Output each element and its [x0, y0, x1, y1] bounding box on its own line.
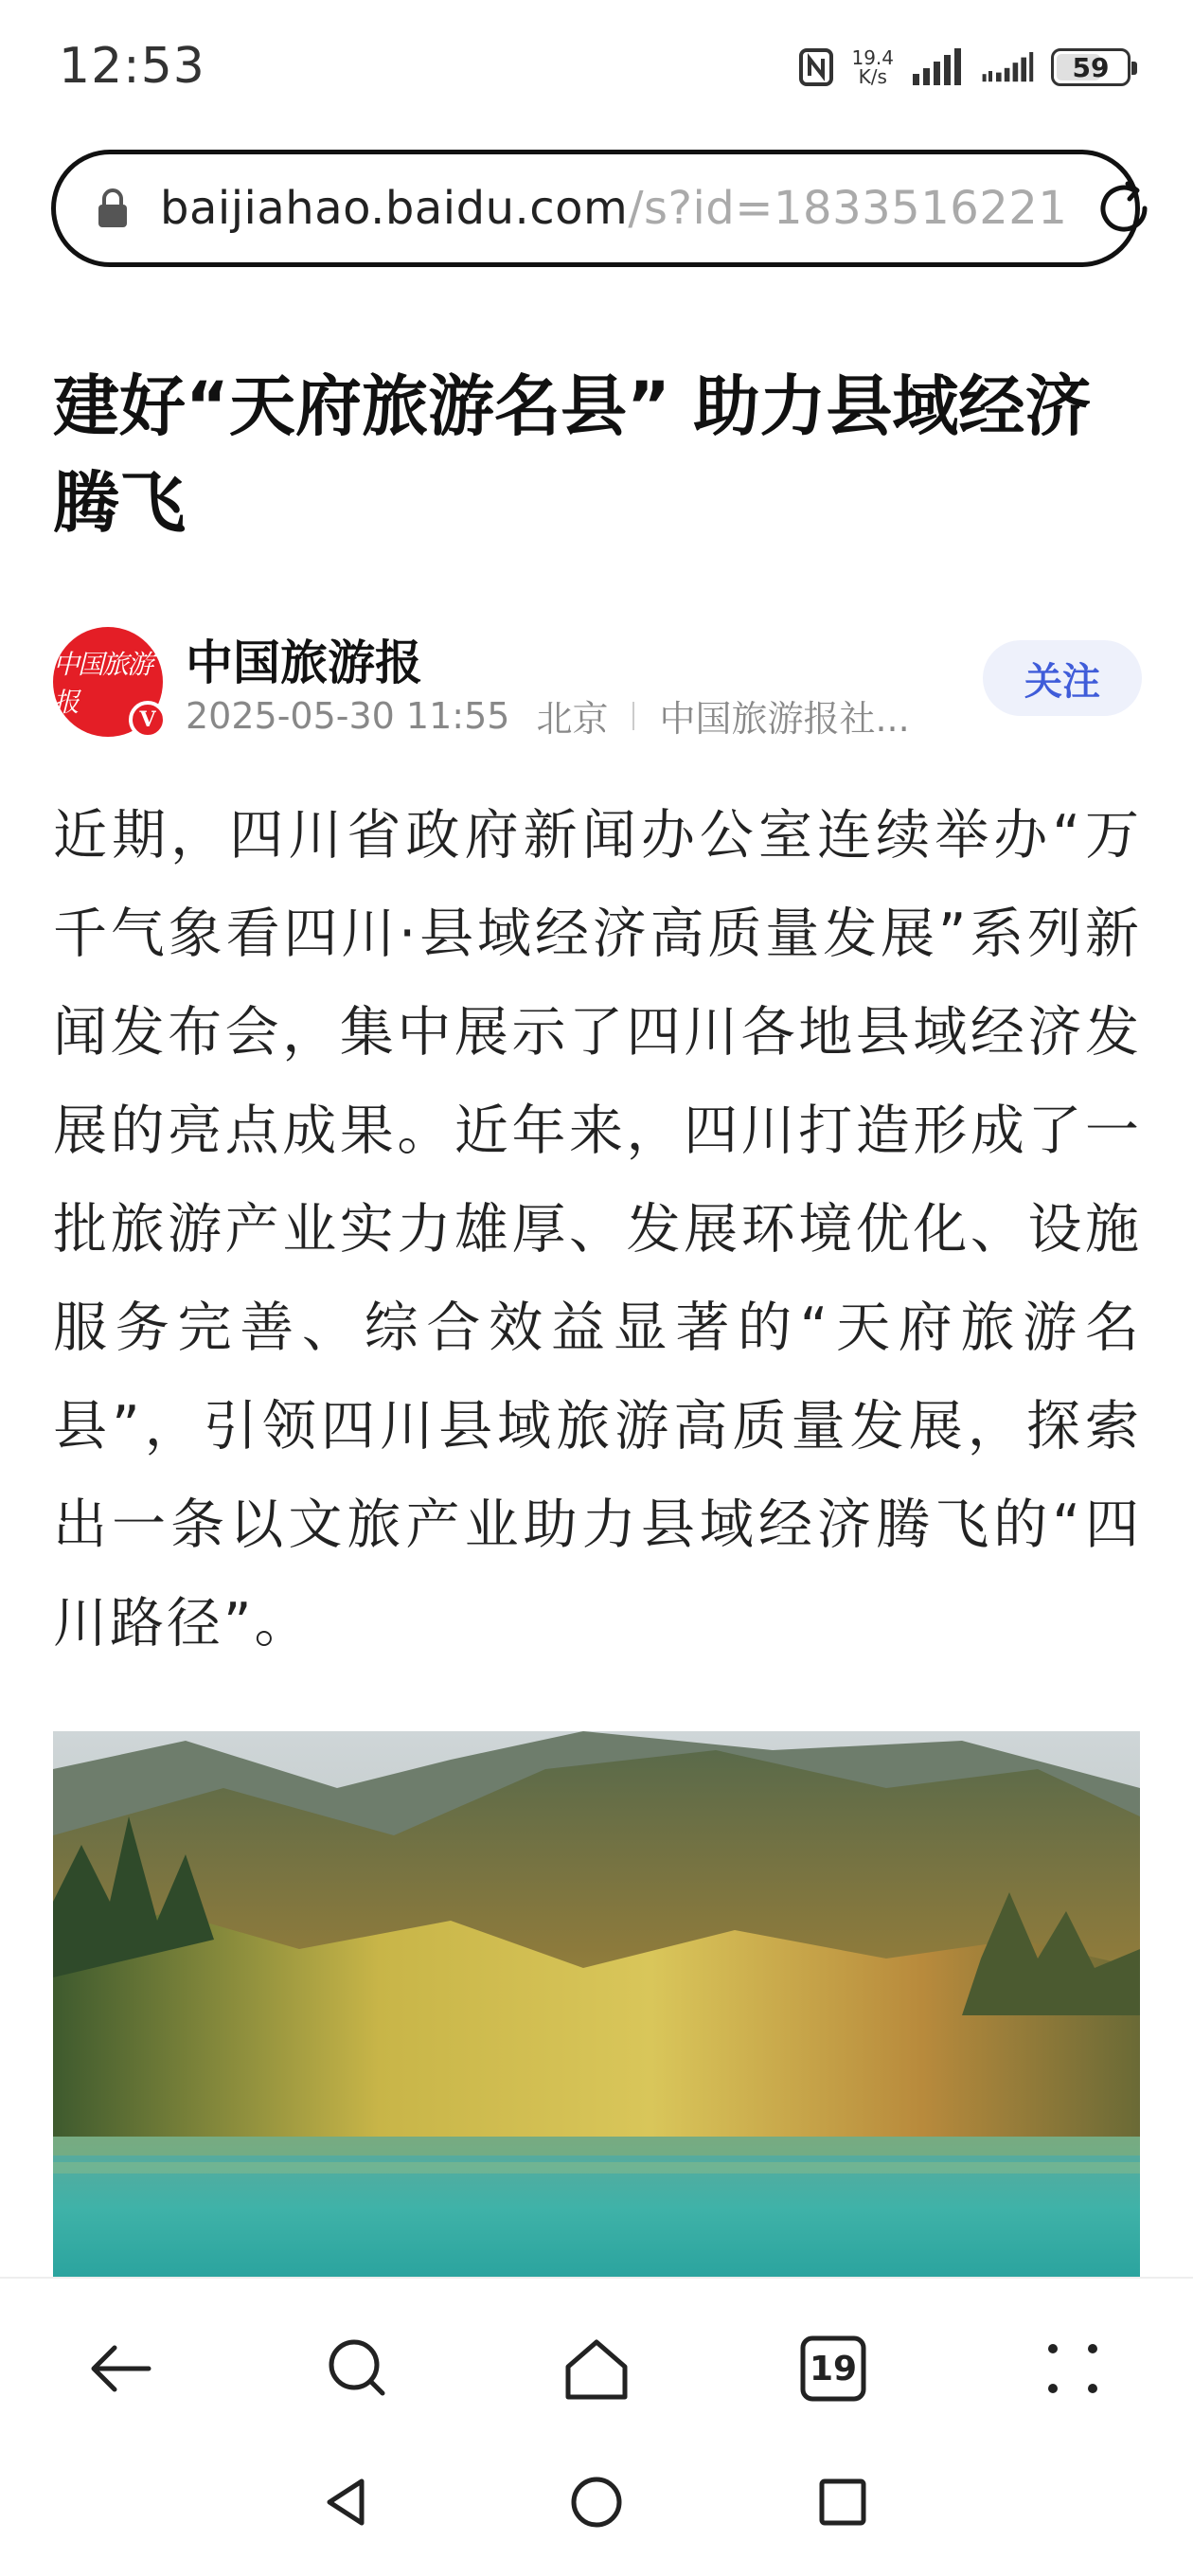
article-headline: 建好“天府旅游名县” 助力县域经济腾飞 — [53, 367, 1092, 542]
meta-divider — [632, 702, 634, 730]
home-circle-icon — [568, 2474, 625, 2531]
system-home-button[interactable] — [559, 2464, 634, 2540]
verified-badge-icon — [129, 701, 167, 739]
publish-date: 2025-05-30 11:55 — [186, 694, 510, 737]
article-body: 近期，四川省政府新闻办公室连续举办“万千气象看四川·县域经济高质量发展”系列新闻发布会，集中展示了四川各地县域经济发展的亮点成果。近年来，四川打造形成了一批旅游产业实力雄厚、发展环境优化、设施服务完善、综合效益显著的“天府旅游名县”，引领四川县域旅游高质量发展，探索出一条以文旅产业助力县域经济腾飞的“四川路径”。 — [53, 804, 1142, 1655]
system-nav-bar — [0, 2453, 1193, 2576]
status-time: 12:53 — [59, 38, 205, 95]
signal-icon — [911, 47, 964, 87]
avatar-logo: 中国旅游报 — [53, 649, 152, 718]
battery-level-text: 59 — [1072, 51, 1110, 83]
battery-nub — [1131, 62, 1137, 75]
reload-icon[interactable] — [1092, 176, 1156, 241]
author-org: 中国旅游报社... — [659, 698, 910, 740]
home-icon — [559, 2331, 634, 2406]
status-bar — [0, 0, 1193, 142]
publish-location: 北京 — [536, 698, 609, 740]
tab-count: 19 — [809, 2349, 858, 2388]
browser-bottom-nav — [0, 2277, 1193, 2453]
url-text[interactable] — [160, 182, 1067, 235]
net-speed — [851, 48, 894, 86]
system-recents-button[interactable] — [805, 2464, 881, 2540]
system-back-button[interactable] — [309, 2464, 384, 2540]
article-image[interactable] — [53, 1731, 1140, 2281]
signal-icon — [981, 47, 1034, 87]
status-icons — [798, 44, 1131, 91]
more-button[interactable] — [1030, 2326, 1115, 2411]
search-button[interactable] — [315, 2326, 401, 2411]
back-arrow-icon — [82, 2331, 158, 2406]
battery-icon — [1051, 48, 1131, 86]
recents-square-icon — [814, 2474, 871, 2531]
net-speed-unit: K/s — [858, 65, 887, 88]
net-speed-value: 19.4 — [851, 46, 894, 69]
tabs-button[interactable] — [791, 2326, 876, 2411]
back-triangle-icon — [318, 2474, 375, 2531]
home-button[interactable] — [554, 2326, 639, 2411]
author-row — [53, 625, 1142, 739]
verified-mark: V — [139, 707, 156, 732]
back-button[interactable] — [78, 2326, 163, 2411]
url-domain: baijiahao.baidu.com — [160, 182, 629, 235]
author-avatar[interactable] — [53, 627, 163, 737]
landscape-image — [53, 1731, 1140, 2281]
address-bar[interactable] — [51, 150, 1140, 267]
author-name[interactable]: 中国旅游报 — [186, 635, 422, 690]
author-meta — [186, 689, 962, 742]
follow-button[interactable]: 关注 — [983, 640, 1142, 716]
lock-icon — [96, 188, 130, 229]
nfc-icon — [798, 47, 834, 87]
more-dots-icon — [1040, 2335, 1106, 2402]
url-path: /s?id=1833516221 — [628, 182, 1068, 235]
search-icon — [320, 2331, 396, 2406]
